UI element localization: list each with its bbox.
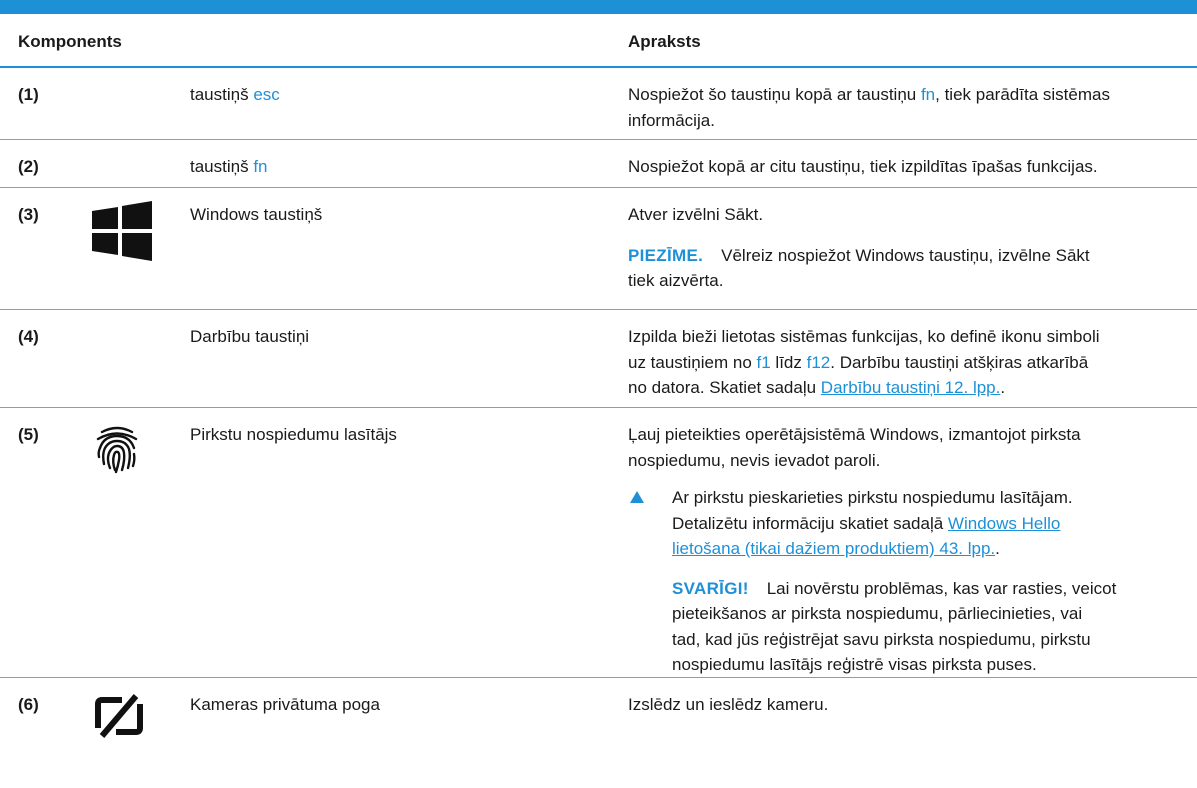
row-number: (2): [18, 157, 39, 176]
component-name: taustiņš esc: [190, 85, 280, 104]
camera-privacy-icon: [92, 692, 146, 740]
step-item: Ar pirkstu pieskarieties pirkstu nospiedumu lasītājam. Detalizētu informāciju skatiet sadaļā Windows Hello lietošana (tikai dažiem produktiem) 43. lpp.. SVARĪGI! Lai novērstu problēmas, kas var rasties, veicot pieteikšanos ar pirksta nospiedumu, pārliecinieties, vai tad, kad jūs reģistrējat savu pirksta nospiedumu, pirkstu nospiedumu lasītājs reģistrē visas pirksta puses.: [628, 485, 1188, 678]
table-row: [0, 68, 1197, 140]
component-name: Pirkstu nospiedumu lasītājs: [190, 425, 397, 444]
component-description: Izslēdz un ieslēdz kameru.: [628, 695, 829, 714]
top-accent-bar: [0, 0, 1197, 14]
header-description: Apraksts: [628, 32, 701, 51]
table-row: [0, 678, 1197, 788]
key-fn: fn: [253, 157, 268, 176]
key-f12: f12: [806, 352, 831, 372]
table-header: [0, 14, 1197, 68]
windows-hello-link[interactable]: Windows Hello: [947, 513, 1061, 533]
components-table: [0, 14, 1197, 788]
component-name: taustiņš fn: [190, 157, 268, 176]
triangle-bullet-icon: [630, 491, 644, 503]
fingerprint-icon: [92, 424, 142, 474]
windows-logo-icon: [92, 201, 152, 261]
key-f1: f1: [756, 352, 771, 372]
key-esc: esc: [253, 85, 280, 104]
component-description: Ļauj pieteikties operētājsistēmā Windows, izmantojot pirksta nospiedumu, nevis ievadot paroli. Ar pirkstu pieskarieties pirkstu nospiedumu lasītājam. Detalizētu informāciju skatiet sadaļā Windows Hello lietošana (tikai dažiem produktiem) 43. lpp.. SVARĪGI! Lai novērstu problēmas, kas var rasties, veicot pieteikšanos ar pirksta nospiedumu, pārliecinieties, vai tad, kad jūs reģistrējat savu pirksta nospiedumu, pirkstu nospiedumu lasītājs reģistrē visas pirksta puses.: [628, 422, 1188, 678]
row-number: (3): [18, 205, 39, 224]
note-label: PIEZĪME.: [628, 245, 704, 265]
row-number: (4): [18, 327, 39, 346]
row-number: (5): [18, 425, 39, 444]
component-description: Nospiežot kopā ar citu taustiņu, tiek izpildītas īpašas funkcijas.: [628, 157, 1098, 176]
windows-hello-link-cont[interactable]: lietošana (tikai dažiem produktiem) 43. lpp.: [672, 539, 996, 558]
key-fn: fn: [920, 85, 936, 104]
component-name: Kameras privātuma poga: [190, 695, 380, 714]
component-name: Windows taustiņš: [190, 205, 323, 224]
component-name: Darbību taustiņi: [190, 327, 310, 346]
table-row: [0, 408, 1197, 678]
table-row: [0, 188, 1197, 310]
row-number: (1): [18, 85, 39, 104]
header-component: Komponents: [18, 32, 122, 51]
component-description: Izpilda bieži lietotas sistēmas funkcijas, ko definē ikonu simboli uz taustiņiem no f1 līdz f12. Darbību taustiņi atšķiras atkarībā no datora. Skatiet sadaļu Darbību taustiņi 12. lpp..: [628, 327, 1100, 397]
table-row: [0, 310, 1197, 408]
component-description: Nospiežot šo taustiņu kopā ar taustiņu fn, tiek parādīta sistēmas informācija.: [628, 85, 1110, 130]
important-label: SVARĪGI!: [672, 578, 749, 598]
table-row: [0, 140, 1197, 188]
component-description: Atver izvēlni Sākt. PIEZĪME. Vēlreiz nospiežot Windows taustiņu, izvēlne Sākt tiek aizvērta.: [628, 205, 1090, 290]
action-keys-link[interactable]: Darbību taustiņi 12. lpp.: [820, 378, 1001, 397]
row-number: (6): [18, 695, 39, 714]
